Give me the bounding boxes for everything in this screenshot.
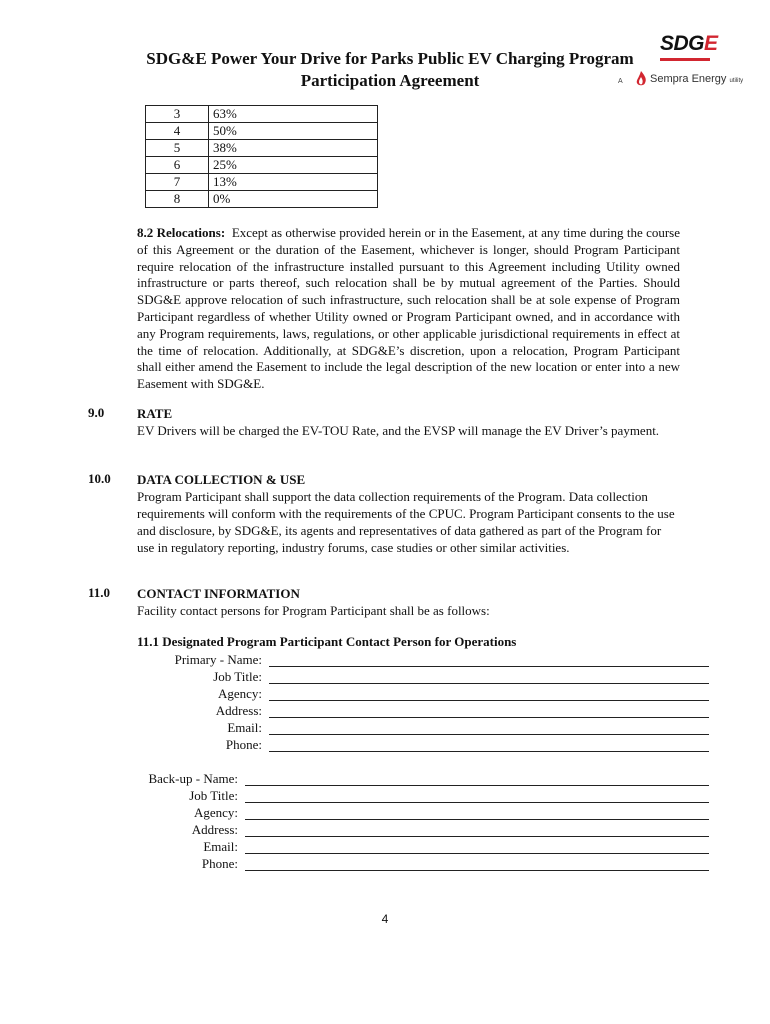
- sempra-company: Sempra Energy: [650, 73, 727, 85]
- primary-address-field[interactable]: [269, 703, 709, 718]
- section-8-2-body: Except as otherwise provided herein or in the Easement, at any time during the course of this Agreement or the duration of the Easement, whichever is longer, should Program Participant require relocation of the infrastructure installed pursuant to this Agreement including Utility owned infrastructure or parts thereof, such relocation shall be by mutual agreement of the Parties. Should SDG&E approve relocation of such infrastructure, such relocation shall be at sole expense of Program Participant regardless of whether Utility owned or Program Participant owned, and in accordance with any Program requirements, laws, regulations, or other applicable jurisdictional requirements in effect at the time of relocation. Additionally, at SDG&E’s discretion, upon a relocation, Program Participant shall either amend the Easement to include the legal description of the new location or enter into a new Easement with SDG&E.: [137, 225, 680, 392]
- sdge-logo: [612, 32, 752, 94]
- table-cell-count: 5: [146, 140, 209, 157]
- logo-tag-prefix: A: [618, 78, 623, 85]
- table-cell-count: 7: [146, 174, 209, 191]
- backup-phone-label: Phone:: [201, 856, 238, 871]
- section-9-heading: RATE: [137, 406, 173, 421]
- section-9: [137, 405, 680, 439]
- primary-job-title-label: Job Title:: [213, 669, 262, 684]
- section-10-heading: DATA COLLECTION & USE: [137, 472, 306, 487]
- section-11-heading: CONTACT INFORMATION: [137, 586, 300, 601]
- table-row: [146, 174, 378, 191]
- page-number: 4: [381, 912, 389, 926]
- table-cell-percent: 63%: [209, 106, 378, 123]
- primary-agency-field[interactable]: [269, 686, 709, 701]
- primary-phone-field[interactable]: [269, 737, 709, 752]
- section-11: [137, 585, 680, 619]
- section-9-number: 9.0: [88, 405, 105, 420]
- table-cell-count: 6: [146, 157, 209, 174]
- backup-job-title-field[interactable]: [245, 788, 709, 803]
- section-10-number: 10.0: [88, 471, 111, 486]
- table-cell-percent: 0%: [209, 191, 378, 208]
- table-row: [146, 191, 378, 208]
- sempra-flame-icon: [634, 70, 648, 88]
- table-cell-percent: 25%: [209, 157, 378, 174]
- table-row: [146, 123, 378, 140]
- backup-email-label: Email:: [203, 839, 238, 854]
- table-row: [146, 140, 378, 157]
- primary-name-label: Primary - Name:: [174, 652, 262, 667]
- section-10-body: Program Participant shall support the data collection requirements of the Program. Data collection requirements will conform with the requirements of the CPUC. Program Participant consents to the use and disclosure, by SDG&E, its agents and representatives of data gathered as part of the Program for use in regulatory reporting, industry forums, case studies or other similar activities.: [137, 489, 675, 555]
- sdge-wordmark-main: SDG: [660, 32, 705, 55]
- document-title: SDG&E Power Your Drive for Parks Public EV Charging Program: [146, 49, 634, 68]
- backup-agency-field[interactable]: [245, 805, 709, 820]
- table-cell-percent: 13%: [209, 174, 378, 191]
- table-row: [146, 106, 378, 123]
- document-subtitle: Participation Agreement: [300, 71, 480, 90]
- table-cell-count: 3: [146, 106, 209, 123]
- backup-phone-field[interactable]: [245, 856, 709, 871]
- primary-email-field[interactable]: [269, 720, 709, 735]
- backup-email-field[interactable]: [245, 839, 709, 854]
- section-11-body: Facility contact persons for Program Participant shall be as follows:: [137, 603, 490, 618]
- backup-address-label: Address:: [191, 822, 238, 837]
- section-11-1-heading: 11.1 Designated Program Participant Contact Person for Operations: [137, 634, 517, 649]
- sdge-wordmark: [660, 32, 718, 56]
- primary-address-label: Address:: [215, 703, 262, 718]
- sdge-wordmark-accent: E: [704, 32, 718, 55]
- table-row: [146, 157, 378, 174]
- backup-name-label: Back-up - Name:: [148, 771, 238, 786]
- table-cell-percent: 50%: [209, 123, 378, 140]
- sempra-tagline: [650, 73, 743, 85]
- table-cell-count: 4: [146, 123, 209, 140]
- sempra-suffix: utility: [729, 78, 744, 84]
- percentage-table: [145, 105, 378, 208]
- logo-accent-bar: [660, 58, 710, 61]
- section-9-body: EV Drivers will be charged the EV-TOU Rate, and the EVSP will manage the EV Driver’s payment.: [137, 423, 660, 438]
- backup-name-field[interactable]: [245, 771, 709, 786]
- primary-email-label: Email:: [227, 720, 262, 735]
- primary-agency-label: Agency:: [217, 686, 262, 701]
- primary-name-field[interactable]: [269, 652, 709, 667]
- backup-agency-label: Agency:: [193, 805, 238, 820]
- primary-phone-label: Phone:: [225, 737, 262, 752]
- backup-address-field[interactable]: [245, 822, 709, 837]
- section-10: [137, 471, 680, 556]
- section-8-2-heading: 8.2 Relocations:: [137, 225, 226, 240]
- backup-job-title-label: Job Title:: [189, 788, 238, 803]
- table-cell-count: 8: [146, 191, 209, 208]
- primary-job-title-field[interactable]: [269, 669, 709, 684]
- section-11-number: 11.0: [88, 585, 111, 600]
- table-cell-percent: 38%: [209, 140, 378, 157]
- section-8-2: [137, 225, 680, 393]
